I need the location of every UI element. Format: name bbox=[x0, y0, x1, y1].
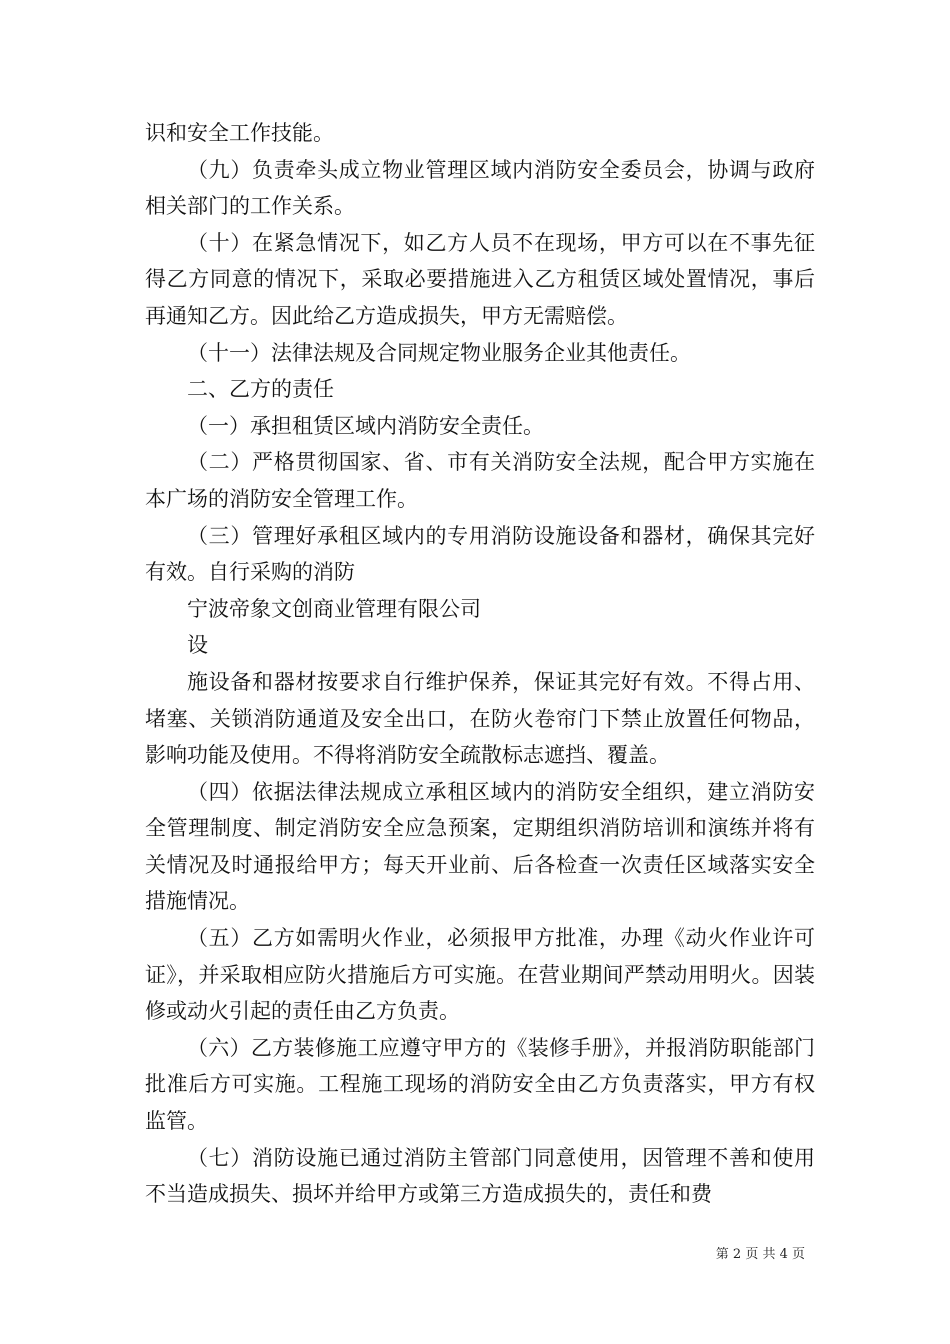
fragment-line: 设 bbox=[187, 633, 208, 658]
paragraph-b-item-6: （六）乙方装修施工应遵守甲方的《装修手册》，并报消防职能部门批准后方可实施。工程施工现场的消防安全由乙方负责落实，甲方有权监管。 bbox=[145, 1035, 815, 1134]
paragraph-item-10: （十）在紧急情况下，如乙方人员不在现场，甲方可以在不事先征得乙方同意的情况下，采取必要措施进入乙方租赁区域处置情况，事后再通知乙方。因此给乙方造成损失，甲方无需赔偿。 bbox=[145, 230, 815, 328]
page-number-footer: 第 2 页 共 4 页 bbox=[715, 1247, 805, 1262]
company-name-line: 宁波帝象文创商业管理有限公司 bbox=[187, 596, 481, 621]
paragraph-b-item-7: （七）消防设施已通过消防主管部门同意使用，因管理不善和使用不当造成损失、损坏并给甲方或第三方造成损失的，责任和费 bbox=[145, 1145, 815, 1207]
paragraph-continuation: 识和安全工作技能。 bbox=[145, 121, 334, 145]
section-heading-party-b: 二、乙方的责任 bbox=[187, 377, 334, 402]
paragraph-b-item-4: （四）依据法律法规成立承租区域内的消防安全组织，建立消防安全管理制度、制定消防安全应急预案，定期组织消防培训和演练并将有关情况及时通报给甲方；每天开业前、后各检查一次责任区域落实安全措施情况。 bbox=[145, 779, 815, 914]
paragraph-b-item-3-continued: 施设备和器材按要求自行维护保养，保证其完好有效。不得占用、堵塞、关锁消防通道及安全出口，在防火卷帘门下禁止放置任何物品，影响功能及使用。不得将消防安全疏散标志遮挡、覆盖。 bbox=[145, 669, 815, 768]
paragraph-b-item-5: （五）乙方如需明火作业，必须报甲方批准，办理《动火作业许可证》，并采取相应防火措施后方可实施。在营业期间严禁动用明火。因装修或动火引起的责任由乙方负责。 bbox=[145, 926, 815, 1024]
paragraph-b-item-3: （三）管理好承租区域内的专用消防设施设备和器材，确保其完好有效。自行采购的消防 bbox=[145, 523, 815, 585]
document-body bbox=[145, 115, 815, 1213]
paragraph-item-11: （十一）法律法规及合同规定物业服务企业其他责任。 bbox=[187, 340, 691, 365]
paragraph-b-item-1: （一）承担租赁区域内消防安全责任。 bbox=[187, 413, 544, 438]
paragraph-b-item-2: （二）严格贯彻国家、省、市有关消防安全法规，配合甲方实施在本广场的消防安全管理工作。 bbox=[145, 450, 815, 511]
paragraph-item-9: （九）负责牵头成立物业管理区域内消防安全委员会，协调与政府相关部门的工作关系。 bbox=[145, 157, 815, 219]
